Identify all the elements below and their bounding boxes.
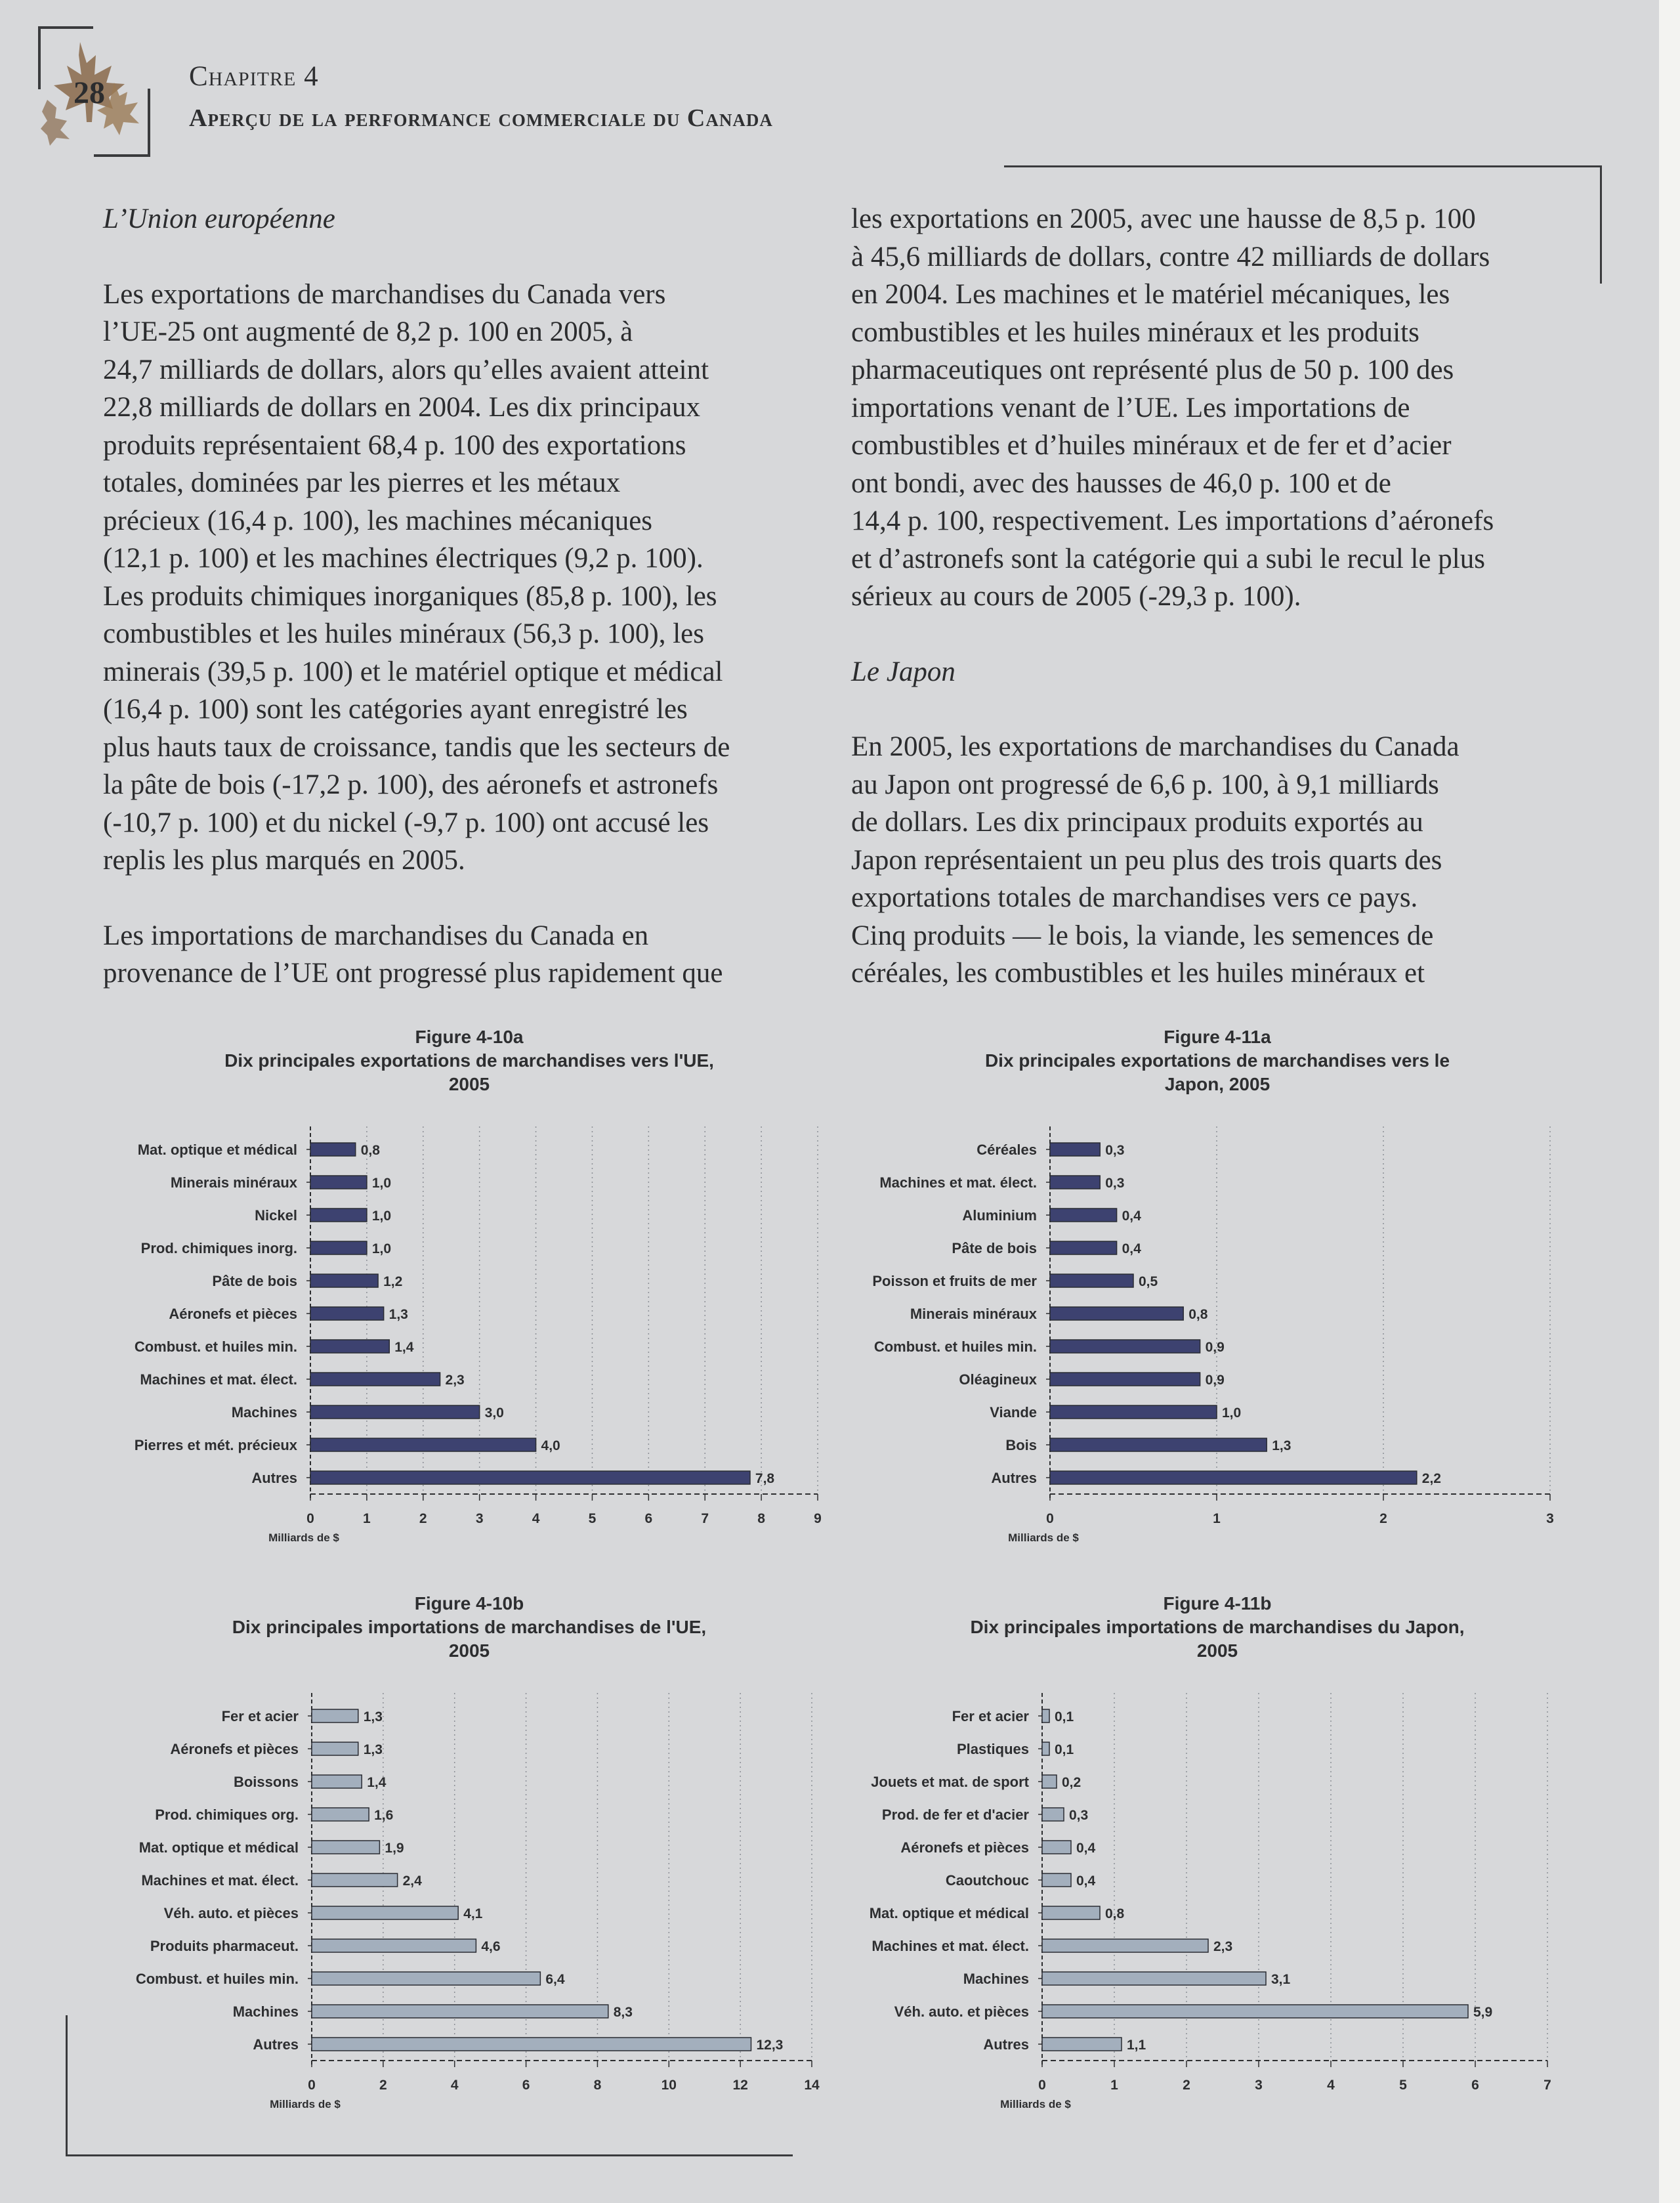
value-label: 1,0 [1222, 1405, 1242, 1421]
text-line: précieux (16,4 p. 100), les machines mécaniques [103, 505, 653, 536]
x-tick-label: 1 [1110, 2078, 1118, 2093]
category-label: Fer et acier [221, 1708, 299, 1724]
category-label: Caoutchouc [945, 1872, 1029, 1889]
right-text-column [851, 200, 1580, 993]
value-label: 0,8 [360, 1143, 380, 1158]
left-text-column [103, 200, 812, 993]
x-axis-title: Milliards de $ [1008, 1531, 1079, 1544]
x-tick-label: 8 [593, 2078, 602, 2093]
section-heading-japan: Le Japon [851, 656, 956, 687]
value-label: 1,0 [371, 1241, 392, 1256]
chart-title-line: Dix principales importations de marchandises de l'UE, [232, 1617, 707, 1637]
x-tick-label: 5 [588, 1511, 597, 1526]
value-label: 0,4 [1076, 1873, 1096, 1889]
bar [310, 1471, 750, 1484]
value-label: 4,0 [541, 1438, 560, 1453]
bar [312, 1841, 379, 1854]
bar [310, 1373, 440, 1386]
paragraph [103, 917, 812, 993]
category-label: Autres [983, 2036, 1029, 2053]
value-label: 4,6 [481, 1939, 501, 1954]
paragraph [851, 200, 1580, 616]
bar [312, 1808, 369, 1821]
value-label: 1,2 [383, 1274, 403, 1289]
chart-title-line: Dix principales importations de marchandises du Japon, [970, 1617, 1465, 1637]
category-label: Boissons [233, 1774, 299, 1790]
x-axis-title: Milliards de $ [1000, 2098, 1071, 2110]
text-line: Les produits chimiques inorganiques (85,8 p. 100), les [103, 580, 717, 612]
category-label: Autres [991, 1470, 1037, 1486]
x-tick-label: 14 [804, 2078, 820, 2093]
text-line: (-10,7 p. 100) et du nickel (-9,7 p. 100) ont accusé les [103, 807, 709, 838]
x-tick-label: 12 [732, 2078, 748, 2093]
x-tick-label: 1 [363, 1511, 371, 1526]
text-line: au Japon ont progressé de 6,6 p. 100, à 9,1 milliards [851, 769, 1439, 800]
chart-title-line: 2005 [448, 1074, 490, 1094]
bar [1042, 2038, 1122, 2051]
value-label: 0,4 [1076, 1841, 1096, 1856]
category-label: Viande [990, 1404, 1037, 1421]
chart-title-line: Dix principales exportations de marchandises vers l'UE, [224, 1050, 714, 1071]
x-tick-label: 2 [419, 1511, 427, 1526]
chart-svg [92, 1592, 847, 2124]
value-label: 2,4 [402, 1873, 422, 1889]
bar [1042, 1742, 1049, 1755]
category-label: Machines [963, 1971, 1029, 1987]
category-label: Poisson et fruits de mer [872, 1273, 1037, 1289]
bar [310, 1438, 536, 1451]
value-label: 0,4 [1122, 1241, 1141, 1256]
text-line: En 2005, les exportations de marchandises du Canada [851, 731, 1460, 762]
text-line: la pâte de bois (-17,2 p. 100), des aéronefs et astronefs [103, 769, 719, 800]
category-label: Machines et mat. élect. [140, 1371, 297, 1388]
chart-title-line: Japon, 2005 [1164, 1074, 1270, 1094]
category-label: Machines [231, 1404, 297, 1421]
category-label: Aéronefs et pièces [169, 1306, 297, 1322]
value-label: 1,3 [363, 1742, 383, 1757]
x-tick-label: 0 [1038, 2078, 1046, 2093]
x-tick-label: 0 [1046, 1511, 1054, 1526]
x-tick-label: 3 [1255, 2078, 1263, 2093]
category-label: Machines et mat. élect. [141, 1872, 299, 1889]
value-label: 0,3 [1069, 1808, 1089, 1823]
bar [1042, 1808, 1064, 1821]
text-line: provenance de l’UE ont progressé plus rapidement que [103, 958, 723, 989]
column-rule [1004, 165, 1601, 167]
footer-rule [66, 2154, 793, 2156]
category-label: Mat. optique et médical [137, 1142, 297, 1158]
x-axis-title: Milliards de $ [268, 1531, 339, 1544]
bar [312, 2038, 751, 2051]
chapter-subtitle: Aperçu de la performance commerciale du Canada [189, 104, 773, 132]
bar [310, 1143, 356, 1156]
x-tick-label: 4 [450, 2078, 459, 2093]
page-number: 28 [74, 75, 105, 110]
text-line: plus hauts taux de croissance, tandis que les secteurs de [103, 731, 730, 763]
category-label: Oléagineux [959, 1371, 1037, 1388]
text-line: ont bondi, avec des hausses de 46,0 p. 100 et de [851, 467, 1391, 499]
bar [310, 1307, 384, 1320]
chart-title-line: Dix principales exportations de marchandises vers le [984, 1050, 1450, 1071]
x-tick-label: 2 [1379, 1511, 1387, 1526]
category-label: Aéronefs et pièces [900, 1839, 1029, 1856]
value-label: 12,3 [756, 2038, 784, 2053]
value-label: 0,5 [1139, 1274, 1158, 1289]
bar [1042, 1709, 1049, 1722]
paragraph [103, 276, 812, 880]
text-line: minerais (39,5 p. 100) et le matériel optique et médical [103, 656, 723, 687]
value-label: 2,2 [1421, 1471, 1442, 1486]
bar [1050, 1208, 1117, 1222]
text-line: 22,8 milliards de dollars en 2004. Les dix principaux [103, 392, 700, 423]
bar [1050, 1176, 1100, 1189]
bar [312, 2005, 608, 2018]
bar [312, 1709, 358, 1722]
bar [312, 1742, 358, 1755]
value-label: 1,0 [371, 1176, 392, 1191]
bar [1042, 1775, 1057, 1788]
column-rule [1600, 165, 1602, 284]
value-label: 1,3 [388, 1307, 408, 1322]
value-label: 1,4 [367, 1775, 387, 1790]
chart-svg [847, 1025, 1588, 1556]
text-line: combustibles et les huiles minéraux (56,3 p. 100), les [103, 618, 704, 649]
x-tick-label: 4 [532, 1511, 540, 1526]
value-label: 0,3 [1105, 1176, 1125, 1191]
bar [312, 1775, 362, 1788]
text-line: en 2004. Les machines et le matériel mécaniques, les [851, 279, 1450, 310]
category-label: Prod. de fer et d'acier [881, 1807, 1029, 1823]
chart-title-line: Figure 4-11a [1164, 1027, 1271, 1047]
category-label: Mat. optique et médical [869, 1905, 1029, 1921]
category-label: Machines [232, 2003, 299, 2020]
x-tick-label: 6 [1471, 2078, 1479, 2093]
category-label: Pâte de bois [952, 1240, 1037, 1256]
bar [1050, 1471, 1417, 1484]
chart-title-line: Figure 4-10a [415, 1027, 524, 1047]
category-label: Plastiques [956, 1741, 1029, 1757]
value-label: 0,1 [1055, 1709, 1074, 1724]
category-label: Pâte de bois [212, 1273, 297, 1289]
bar [1050, 1143, 1100, 1156]
category-label: Céréales [976, 1142, 1037, 1158]
x-tick-label: 6 [522, 2078, 530, 2093]
bar [312, 1939, 476, 1952]
bar [1042, 2005, 1468, 2018]
category-label: Combust. et huiles min. [873, 1338, 1037, 1355]
value-label: 0,9 [1205, 1340, 1225, 1355]
footer-rule [66, 2015, 68, 2156]
value-label: 8,3 [613, 2005, 633, 2020]
value-label: 3,1 [1271, 1972, 1291, 1987]
bar [1050, 1274, 1133, 1287]
bar [312, 1873, 398, 1887]
section-heading-eu: L’Union européenne [103, 203, 335, 234]
text-line: de dollars. Les dix principaux produits exportés au [851, 807, 1423, 838]
chart-japan-imports [847, 1592, 1588, 2124]
text-line: replis les plus marqués en 2005. [103, 845, 465, 876]
paragraph [851, 728, 1580, 993]
x-tick-label: 0 [306, 1511, 314, 1526]
value-label: 2,3 [445, 1373, 465, 1388]
value-label: 6,4 [545, 1972, 565, 1987]
text-line: exportations totales de marchandises vers ce pays. [851, 882, 1418, 913]
category-label: Prod. chimiques org. [155, 1807, 299, 1823]
category-label: Machines et mat. élect. [872, 1938, 1029, 1954]
bar [1050, 1307, 1183, 1320]
chart-title-line: Figure 4-10b [414, 1593, 524, 1614]
value-label: 1,1 [1127, 2038, 1146, 2053]
chart-eu-imports [92, 1592, 847, 2124]
category-label: Bois [1005, 1437, 1037, 1453]
bar [310, 1208, 367, 1222]
text-line: (12,1 p. 100) et les machines électriques (9,2 p. 100). [103, 543, 704, 574]
text-line: combustibles et d’huiles minéraux et de fer et d’acier [851, 430, 1452, 461]
category-label: Minerais minéraux [170, 1174, 297, 1191]
x-tick-label: 5 [1399, 2078, 1407, 2093]
page-edge [1659, 0, 1680, 2203]
bar [310, 1405, 480, 1419]
category-label: Véh. auto. et pièces [163, 1905, 299, 1921]
category-label: Mat. optique et médical [138, 1839, 299, 1856]
chart-eu-exports [92, 1025, 847, 1556]
bar [1042, 1841, 1071, 1854]
value-label: 0,3 [1105, 1143, 1125, 1158]
value-label: 1,6 [374, 1808, 394, 1823]
bar [310, 1340, 389, 1353]
header-frame-line [94, 154, 149, 157]
x-tick-label: 8 [757, 1511, 765, 1526]
bar [1050, 1373, 1200, 1386]
value-label: 0,9 [1205, 1373, 1225, 1388]
value-label: 0,8 [1188, 1307, 1208, 1322]
text-line: combustibles et les huiles minéraux et les produits [851, 316, 1419, 348]
bar [310, 1176, 367, 1189]
category-label: Produits pharmaceut. [150, 1938, 299, 1954]
header-frame-line [38, 26, 93, 29]
value-label: 1,9 [385, 1841, 404, 1856]
value-label: 1,0 [371, 1208, 392, 1224]
category-label: Aluminium [962, 1207, 1037, 1224]
text-line: Cinq produits — le bois, la viande, les semences de [851, 920, 1434, 951]
category-label: Machines et mat. élect. [879, 1174, 1037, 1191]
category-label: Combust. et huiles min. [135, 1971, 299, 1987]
bar [1050, 1438, 1267, 1451]
bar [1050, 1241, 1117, 1254]
category-label: Prod. chimiques inorg. [140, 1240, 297, 1256]
value-label: 7,8 [755, 1471, 775, 1486]
text-line: 24,7 milliards de dollars, alors qu’elles avaient atteint [103, 354, 709, 385]
value-label: 1,3 [363, 1709, 383, 1724]
bar [312, 1972, 540, 1985]
value-label: 0,8 [1105, 1906, 1125, 1921]
value-label: 0,4 [1122, 1208, 1141, 1224]
value-label: 2,3 [1213, 1939, 1233, 1954]
value-label: 0,1 [1055, 1742, 1074, 1757]
value-label: 5,9 [1473, 2005, 1493, 2020]
text-line: et d’astronefs sont la catégorie qui a subi le recul le plus [851, 543, 1485, 574]
bar [310, 1241, 367, 1254]
bar [1050, 1340, 1200, 1353]
value-label: 1,3 [1272, 1438, 1292, 1453]
bar [1042, 1873, 1071, 1887]
x-tick-label: 6 [644, 1511, 653, 1526]
category-label: Autres [251, 1470, 297, 1486]
bar [1042, 1906, 1100, 1919]
category-label: Pierres et mét. précieux [134, 1437, 297, 1453]
chart-svg [92, 1025, 847, 1556]
x-tick-label: 1 [1213, 1511, 1221, 1526]
category-label: Nickel [255, 1207, 297, 1224]
text-line: 14,4 p. 100, respectivement. Les importations d’aéronefs [851, 505, 1494, 536]
bar [1050, 1405, 1217, 1419]
category-label: Aéronefs et pièces [170, 1741, 299, 1757]
text-line: sérieux au cours de 2005 (-29,3 p. 100). [851, 581, 1301, 612]
text-line: importations venant de l’UE. Les importations de [851, 392, 1410, 423]
x-tick-label: 2 [1183, 2078, 1190, 2093]
x-tick-label: 10 [661, 2078, 677, 2093]
chart-title-line: 2005 [448, 1640, 490, 1661]
category-label: Véh. auto. et pièces [894, 2003, 1029, 2020]
x-axis-title: Milliards de $ [270, 2098, 341, 2110]
text-line: l’UE-25 ont augmenté de 8,2 p. 100 en 2005, à [103, 316, 633, 347]
bar [312, 1906, 458, 1919]
x-tick-label: 3 [1546, 1511, 1554, 1526]
category-label: Jouets et mat. de sport [871, 1774, 1029, 1790]
chart-title-line: 2005 [1196, 1640, 1238, 1661]
chart-svg [847, 1592, 1588, 2124]
text-line: les exportations en 2005, avec une hausse de 8,5 p. 100 [851, 203, 1476, 234]
category-label: Fer et acier [952, 1708, 1029, 1724]
text-line: Les importations de marchandises du Canada en [103, 920, 649, 951]
category-label: Autres [253, 2036, 299, 2053]
chart-japan-exports [847, 1025, 1588, 1556]
category-label: Combust. et huiles min. [134, 1338, 297, 1355]
text-line: totales, dominées par les pierres et les métaux [103, 467, 621, 498]
value-label: 4,1 [463, 1906, 483, 1921]
text-line: produits représentaient 68,4 p. 100 des exportations [103, 429, 686, 461]
bar [1042, 1939, 1208, 1952]
text-line: Japon représentaient un peu plus des trois quarts des [851, 844, 1442, 876]
text-line: céréales, les combustibles et les huiles minéraux et [851, 958, 1425, 989]
value-label: 1,4 [394, 1340, 414, 1355]
text-line: à 45,6 milliards de dollars, contre 42 milliards de dollars [851, 241, 1490, 272]
x-tick-label: 0 [308, 2078, 316, 2093]
value-label: 3,0 [484, 1405, 504, 1421]
bar [1042, 1972, 1266, 1985]
x-tick-label: 9 [814, 1511, 822, 1526]
x-tick-label: 7 [701, 1511, 709, 1526]
bar [310, 1274, 378, 1287]
chart-title-line: Figure 4-11b [1163, 1593, 1272, 1614]
value-label: 0,2 [1062, 1775, 1082, 1790]
category-label: Minerais minéraux [910, 1306, 1037, 1322]
text-line: (16,4 p. 100) sont les catégories ayant enregistré les [103, 694, 688, 725]
text-line: pharmaceutiques ont représenté plus de 50 p. 100 des [851, 354, 1454, 385]
x-tick-label: 4 [1327, 2078, 1335, 2093]
x-tick-label: 7 [1544, 2078, 1551, 2093]
chapter-title: Chapitre 4 [189, 61, 319, 92]
x-tick-label: 2 [379, 2078, 387, 2093]
x-tick-label: 3 [475, 1511, 484, 1526]
text-line: Les exportations de marchandises du Canada vers [103, 278, 666, 310]
